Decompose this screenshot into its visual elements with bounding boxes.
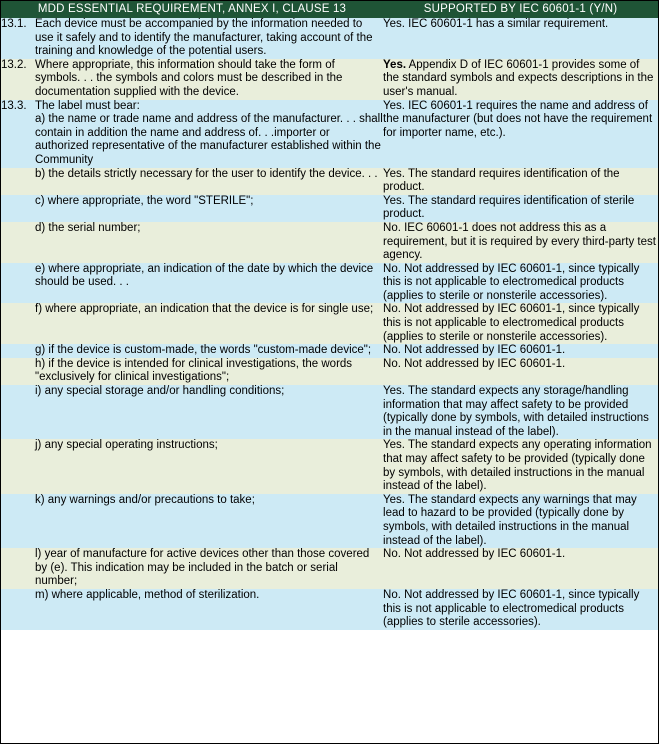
- table-row: [1, 263, 658, 304]
- table-row: [1, 439, 658, 493]
- table-row: [1, 18, 658, 59]
- row-requirement-text: k) any warnings and/or precautions to take;: [35, 494, 383, 548]
- row-clause-number: [1, 168, 35, 195]
- table-row: [1, 385, 658, 439]
- row-clause-number: [1, 344, 35, 358]
- row-requirement-text: Where appropriate, this information should take the form of symbols. . . the symbols and colors must be described in the documentation supplied with the device.: [35, 59, 383, 100]
- row-support-text: No. Not addressed by IEC 60601-1.: [383, 344, 658, 358]
- row-clause-number: [1, 303, 35, 344]
- table-row: [1, 59, 658, 100]
- mdd-iec-comparison-table: [1, 1, 658, 630]
- row-support-text: Yes. IEC 60601-1 has a similar requirement.: [383, 18, 658, 59]
- table-row: [1, 344, 658, 358]
- row-support-text: No. Not addressed by IEC 60601-1, since typically this is not applicable to electromedical products (applies to sterile or nonsterile accessories).: [383, 303, 658, 344]
- row-clause-number: [1, 263, 35, 304]
- row-clause-number: [1, 439, 35, 493]
- table-row: [1, 222, 658, 263]
- table-row: [1, 548, 658, 589]
- row-requirement-text: The label must bear: a) the name or trade name and address of the manufacturer. . . shall contain in addition the name and address of. . .importer or authorized representative of the manufacturer established within the Community: [35, 99, 383, 166]
- table-body: [1, 18, 658, 630]
- row-support-text: No. Not addressed by IEC 60601-1, since typically this is not applicable to electromedical products (applies to sterile accessories).: [383, 589, 658, 630]
- row-clause-number: 13.2.: [1, 59, 35, 100]
- row-support-text: [383, 59, 658, 100]
- row-requirement-text: h) if the device is intended for clinical investigations, the words "exclusively for clinical investigations";: [35, 358, 383, 385]
- table-row: [1, 303, 658, 344]
- table-row: [1, 100, 658, 168]
- row-requirement-text: m) where applicable, method of sterilization.: [35, 589, 383, 630]
- row-requirement-text: f) where appropriate, an indication that the device is for single use;: [35, 303, 383, 344]
- row-support-text: Yes. The standard expects any storage/handling information that may affect safety to be provided (typically done by symbols, with detailed instructions in the manual instead of the label).: [383, 385, 658, 439]
- row-clause-number: [1, 385, 35, 439]
- table-row: [1, 195, 658, 222]
- row-requirement-text: Each device must be accompanied by the information needed to use it safely and to identify the manufacturer, taking account of the training and knowledge of the potential users.: [35, 18, 383, 59]
- row-support-text: No. IEC 60601-1 does not address this as a requirement, but it is required by every third-party test agency.: [383, 222, 658, 263]
- row-support-text: Yes. The standard expects any operating information that may affect safety to be provided (typically done by symbols, with detailed instructions in the manual instead of the label).: [383, 439, 658, 493]
- column-header-supported: SUPPORTED BY IEC 60601-1 (Y/N): [383, 1, 658, 18]
- row-requirement-text: e) where appropriate, an indication of the date by which the device should be used. . .: [35, 263, 383, 304]
- row-clause-number: [1, 494, 35, 548]
- row-support-text: No. Not addressed by IEC 60601-1.: [383, 358, 658, 385]
- row-support-text: Yes. IEC 60601-1 requires the name and address of the manufacturer (but does not have the requirement for importer name, etc.).: [383, 100, 658, 168]
- column-header-requirement: MDD ESSENTIAL REQUIREMENT, ANNEX I, CLAUSE 13: [1, 1, 383, 18]
- row-requirement-text: c) where appropriate, the word "STERILE";: [35, 195, 383, 222]
- row-clause-number: [1, 589, 35, 630]
- row-requirement-text: b) the details strictly necessary for the user to identify the device. . .: [35, 168, 383, 195]
- row-clause-number: [1, 548, 35, 589]
- row-clause-number: [1, 195, 35, 222]
- row-requirement-text: i) any special storage and/or handling conditions;: [35, 385, 383, 439]
- row-requirement-text: g) if the device is custom-made, the words "custom-made device";: [35, 344, 383, 358]
- row-support-text: Yes. The standard requires identification of the product.: [383, 168, 658, 195]
- table-row: [1, 589, 658, 630]
- row-clause-number: [1, 222, 35, 263]
- row-requirement-text: d) the serial number;: [35, 222, 383, 263]
- row-clause-number: 13.1.: [1, 18, 35, 59]
- row-support-text: No. Not addressed by IEC 60601-1, since typically this is not applicable to electromedical products (applies to sterile or nonsterile accessories).: [383, 263, 658, 304]
- support-body-text: Appendix D of IEC 60601-1 provides some of the standard symbols and expects descriptions in the user's manual.: [383, 58, 654, 98]
- table-row: [1, 494, 658, 548]
- table-header-row: [1, 1, 658, 18]
- row-requirement-text: l) year of manufacture for active devices other than those covered by (e). This indication may be included in the batch or serial number;: [35, 548, 383, 589]
- row-support-text: No. Not addressed by IEC 60601-1.: [383, 548, 658, 589]
- support-bold-lead: Yes.: [383, 58, 407, 71]
- row-requirement-text: j) any special operating instructions;: [35, 439, 383, 493]
- row-clause-number: 13.3.: [1, 100, 35, 168]
- row-support-text: Yes. The standard requires identification of sterile product.: [383, 195, 658, 222]
- row-support-text: Yes. The standard expects any warnings that may lead to hazard to be provided (typically done by symbols, with detailed instructions in the manual instead of the label).: [383, 494, 658, 548]
- table-row: [1, 358, 658, 385]
- table-row: [1, 168, 658, 195]
- row-clause-number: [1, 358, 35, 385]
